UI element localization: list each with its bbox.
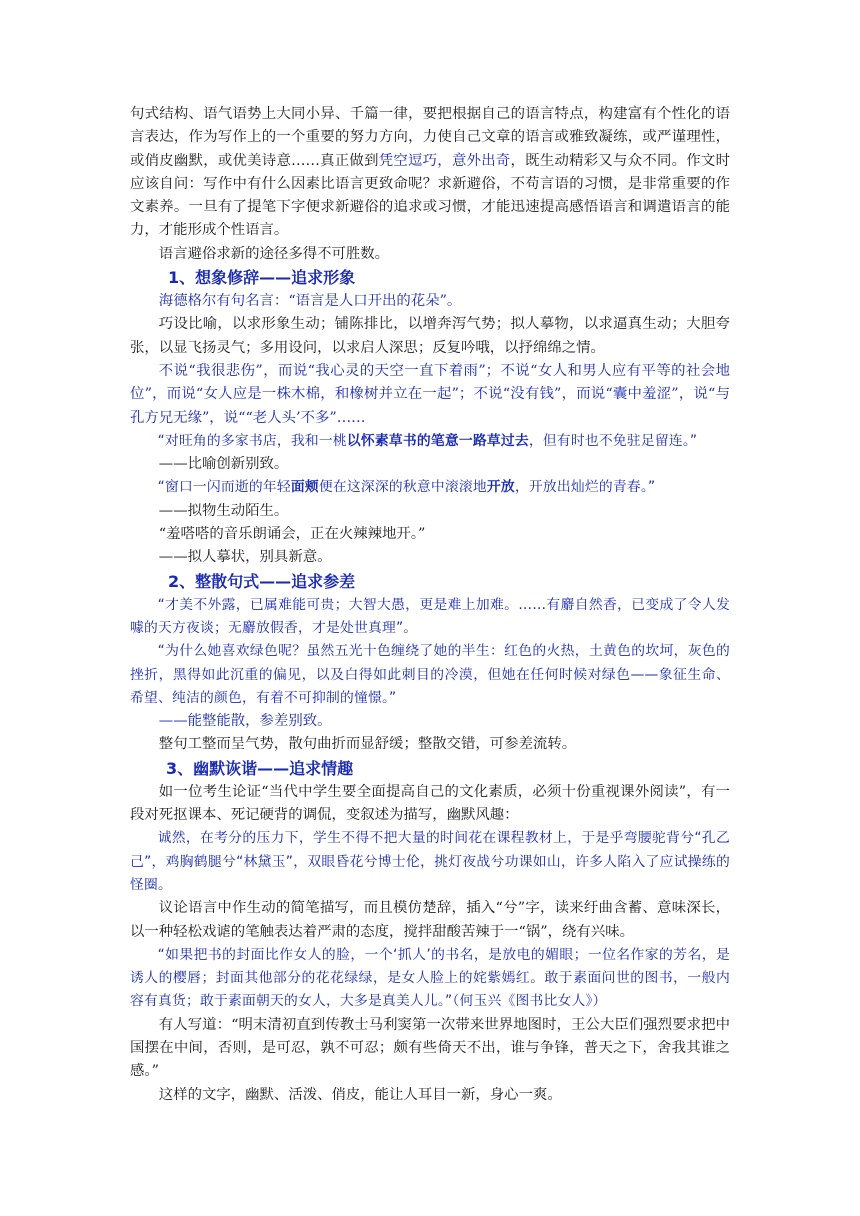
parallel-note: ——能整能散，参差别致。: [158, 713, 332, 730]
parallel-quote-1: “才美不外露，已属难能可贵；大智大愚，更是难上加难。……有麝自然香，已变成了令人发噱的天方夜谈；无麝放假香，才是处世真理”。: [130, 596, 730, 636]
intro-summary: 语言避俗求新的途径多得不可胜数。: [158, 245, 390, 262]
example-1-text-end: ，但有时也不免驻足留连。”: [528, 432, 698, 449]
example-note-1: ——比喻创新别致。: [158, 456, 289, 473]
intro-highlight: 凭空逗巧，意外出奇: [378, 152, 511, 169]
parallel-paragraph: 整句工整而呈气势，散句曲折而显舒缓；整散交错，可参差流转。: [158, 736, 577, 753]
intro-paragraph: [130, 103, 730, 243]
example-2-text: “窗口一闪而逝的年轻: [157, 479, 291, 496]
example-2-text-mid: 便在这深深的秋意中滚滚地: [318, 479, 487, 496]
example-1-bold: 以怀素草书的笔意一路草过去: [346, 432, 529, 449]
example-2-bold-face: 面颊: [290, 479, 319, 496]
example-2-bold-bloom: 开放: [486, 479, 515, 496]
heidegger-quote: 海德格尔有句名言：“语言是人口开出的花朵”。: [158, 293, 462, 310]
humor-quote-1: 诚然，在考分的压力下，学生不得不把大量的时间花在课程教材上，于是乎弯腰驼背兮“孔乙己”，鸡胸鹤腿兮“林黛玉”，双眼昏花兮博士伦，挑灯夜战兮功课如山，许多人陷入了应试操练的怪圈。: [130, 830, 730, 893]
intro-text: 句式结构、语气语势上大同小异、千篇一律，要把根据自己的语言特点，构建富有个性化的语言表达，作为写作上的一个重要的努力方向，力使自己文章的语言或雅致凝练，或严谨理性，或俏皮幽默，或优美诗意……真正做到: [130, 106, 730, 169]
example-quote-1: [130, 430, 730, 453]
example-quote-3: “羞嗒嗒的音乐朗诵会，正在火辣辣地开。”: [158, 526, 426, 543]
parallel-quote-2: “为什么她喜欢绿色呢？虽然五光十色缠绕了她的半生：红色的火热，土黄色的坎坷，灰色的挫折，黑得如此沉重的偏见，以及白得如此刺目的冷漠，但她在任何时候对绿色——象征生命、希望、纯洁的颜色，有着不可抑制的憧憬。”: [130, 643, 730, 706]
example-1-text: “对旺角的多家书店，我和一桃: [157, 432, 347, 449]
humor-example: 有人写道：“明末清初直到传教士马利窦第一次带来世界地图时，王公大臣们强烈要求把中国摆在中间，否则，是可忍，孰不可忍；颇有些倚天不出，谁与争锋，普天之下，舍我其谁之感。”: [130, 1016, 730, 1080]
example-2-text-end: ，开放出灿烂的青春。”: [514, 479, 656, 496]
example-note-2: ——拟物生动陌生。: [158, 502, 289, 519]
section-heading-2: 2、整散句式——追求参差: [168, 571, 356, 591]
humor-intro: 如一位考生论证“当代中学生要全面提高自己的文化素质，必须十份重视课外阅读”，有一段对死抠课本、死记硬背的调侃，变叙述为描写，幽默风趣：: [130, 783, 730, 824]
intro-text-continued: ，既生动精彩又与众不同。作文时应该自问：写作中有什么因素比语言更致命呢？求新避俗，不苟言语的习惯，是非常重要的作文素养。一旦有了提笔下字便求新避俗的追求或习惯，才能迅速提高感悟语言和调遣语言的能力，才能形成个性语言。: [130, 152, 730, 239]
rhetoric-paragraph: 巧设比喻，以求形象生动；铺陈排比，以增奔泻气势；拟人摹物，以求逼真生动；大胆夸张，以显飞扬灵气；多用设问，以求启人深思；反复吟哦，以抒绵绵之情。: [130, 316, 730, 356]
humor-analysis: 议论语言中作生动的简笔描写，而且模仿楚辞，插入“兮”字，读来纡曲含蓄、意味深长，以一种轻松戏谑的笔触表达着严肃的态度，搅拌甜酸苦辣于一“锅”，绕有兴味。: [130, 900, 730, 940]
example-quote-2: [130, 476, 730, 499]
humor-conclusion: 这样的文字，幽默、活泼、俏皮，能让人耳目一新，身心一爽。: [158, 1086, 562, 1103]
humor-quote-2: “如果把书的封面比作女人的脸，一个‘抓人’的书名，是放电的媚眼；一位名作家的芳名，是诱人的樱唇；封面其他部分的花花绿绿，是女人脸上的姹紫嫣红。敢于素面问世的图书，一般内容有真货；敢于素面朝天的女人，大多是真美人儿。”（何玉兴《图书比女人》）: [130, 946, 730, 1010]
examples-paragraph: 不说“我很悲伤”，而说“我心灵的天空一直下着雨”；不说“女人和男人应有平等的社会地位”，而说“女人应是一株木棉，和橡树并立在一起”；不说“没有钱”，而说“囊中羞涩”，说“与孔方兄无缘”，说““老人头’不多”……: [130, 362, 730, 426]
section-heading-3: 3、幽默诙谐——追求情趣: [166, 758, 354, 778]
section-heading-1: 1、想象修辞——追求形象: [168, 268, 356, 288]
example-note-3: ——拟人摹状，别具新意。: [158, 549, 332, 566]
